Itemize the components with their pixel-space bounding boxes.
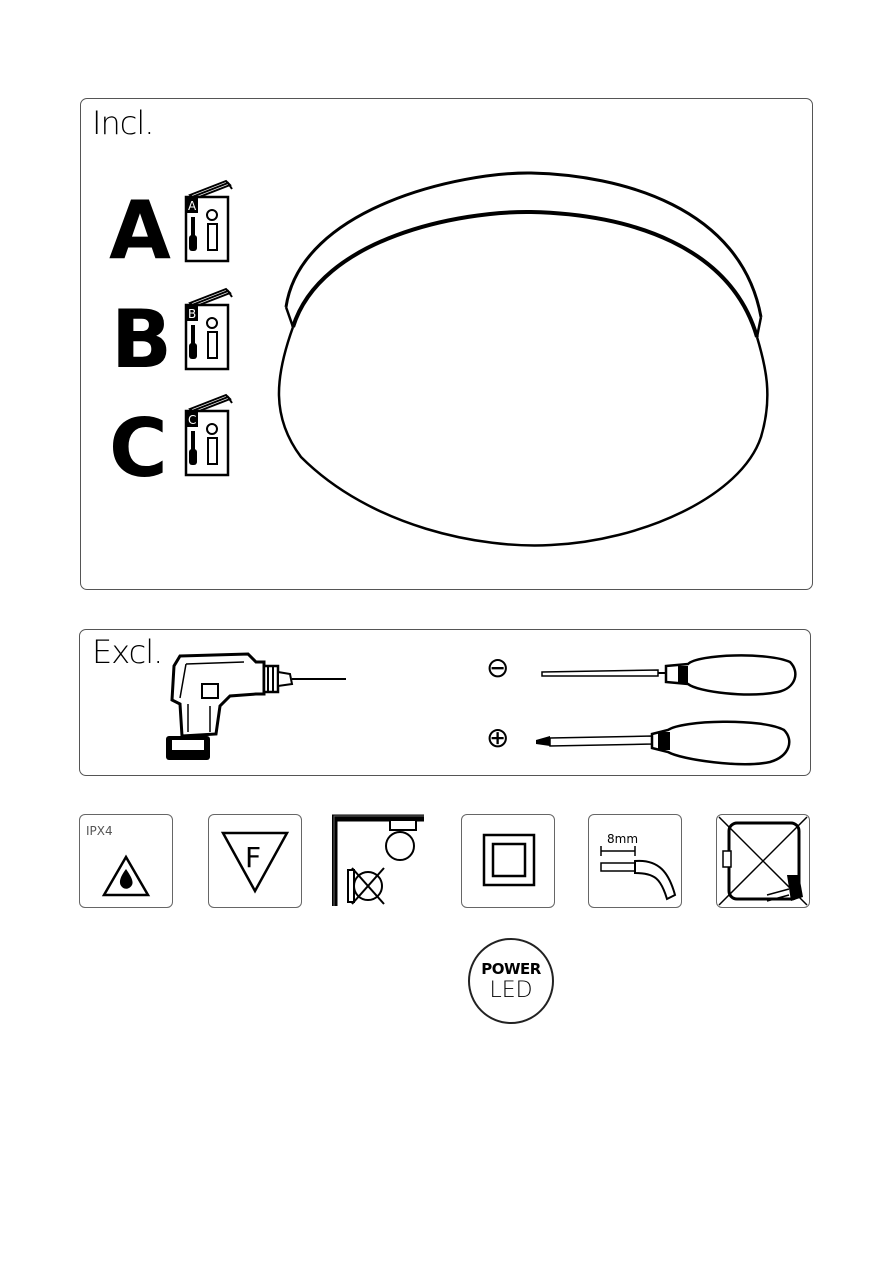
ipx4-icon: [79, 814, 173, 908]
manual-c-icon: [184, 391, 244, 481]
included-title: Incl.: [92, 104, 154, 142]
included-panel: [80, 98, 813, 590]
power-led-badge: [468, 938, 554, 1024]
manual-letter-a: A: [109, 184, 171, 277]
power-led-line1: POWER: [481, 960, 541, 978]
flat-screwdriver-icon: [538, 652, 798, 700]
power-led-line2: LED: [489, 978, 533, 1003]
no-plug-icon: [716, 814, 810, 908]
manual-letter-c: C: [109, 402, 168, 495]
ipx4-label: IPX4: [86, 824, 113, 838]
phillips-screwdriver-symbol: ⊕: [486, 721, 510, 754]
strip-wire-label: 8mm: [607, 832, 639, 846]
f-mark-label: F: [245, 841, 262, 874]
power-drill-icon: [160, 644, 350, 766]
class-ii-icon: [461, 814, 555, 908]
excluded-title: Excl.: [92, 633, 163, 671]
phillips-screwdriver-icon: [532, 718, 792, 770]
manual-a-icon: [184, 177, 244, 267]
strip-wire-icon: [588, 814, 682, 908]
manual-letter-b: B: [111, 293, 172, 386]
ceiling-lamp-drawing: [261, 167, 781, 557]
manual-b-badge: B: [188, 307, 197, 321]
no-covering-icon: [332, 814, 424, 906]
excluded-panel: [79, 629, 811, 776]
manual-b-icon: [184, 285, 244, 375]
flat-screwdriver-symbol: ⊖: [486, 651, 510, 684]
f-mark-icon: [208, 814, 302, 908]
manual-a-badge: A: [188, 199, 197, 213]
manual-c-badge: C: [188, 413, 197, 427]
